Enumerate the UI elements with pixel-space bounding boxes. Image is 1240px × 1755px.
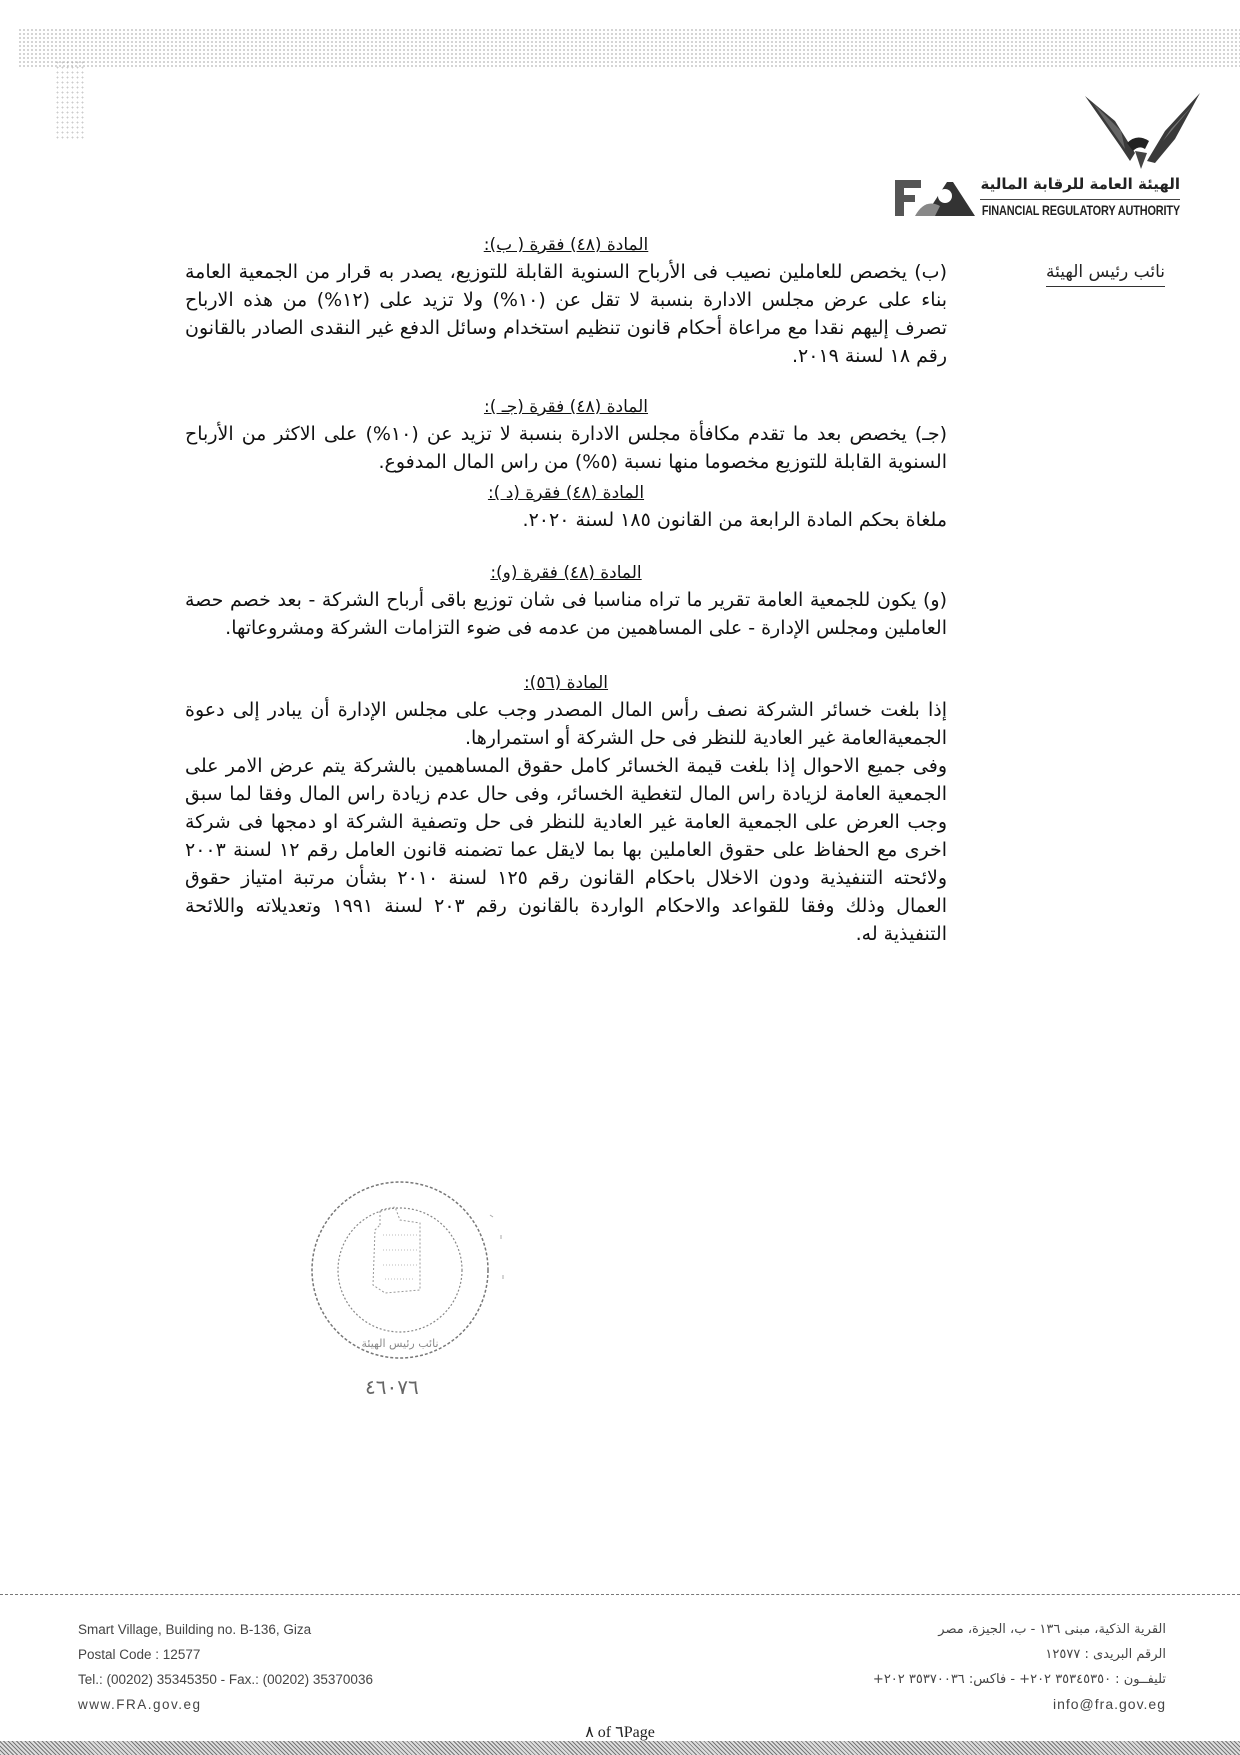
logo-english-name: FINANCIAL REGULATORY AUTHORITY bbox=[981, 202, 1180, 218]
section-title: المادة (٤٨) فقرة (جـ ): bbox=[483, 397, 649, 417]
section-paragraph: (ب) يخصص للعاملين نصيب فى الأرباح السنوية القابلة للتوزيع، يصدر به قرار من الجمعية العامة بناء على عرض مجلس الادارة بنسبة لا تقل عن (١٠%) ولا تزيد على (١٢%) من هذه الارباح تصرف إليهم نقدا مع مراعاة أحكام قانون تنظيم استخدام وسائل الدفع غير النقدى الصادر بالقانون رقم ١٨ لسنة ٢٠١٩. bbox=[185, 261, 948, 367]
footer-postal-code-ar: الرقم البريدى : ١٢٥٧٧ bbox=[1045, 1647, 1166, 1662]
footer-address: Smart Village, Building no. B-136, Giza bbox=[78, 1622, 312, 1637]
section-article-48-c bbox=[185, 394, 947, 476]
logo-divider bbox=[980, 199, 1180, 200]
section-paragraph: وفى جميع الاحوال إذا بلغت قيمة الخسائر كامل حقوق المساهمين بالشركة يتم عرض الامر على الجمعية العامة لزيادة راس المال لتغطية الخسائر، وفى حال عدم زيادة راس المال وفقا لما سبق وجب العرض على الجمعية العامة غير العادية للنظر فى حل وتصفية الشركة او دمجها فى شركة اخرى مع الحفاظ على حقوق العاملين بها بما لايقل عما تضمنه قانون العامل رقم ١٢ لسنة ٢٠٠٣ ولائحته التنفيذية ودون الاخلال باحكام القانون رقم ١٢٥ لسنة ٢٠١٠ بشأن مرتبة امتياز حقوق العمال وذلك وفقا للقواعد والاحكام الواردة بالقانون رقم ٢٠٣ لسنة ١٩٩١ وتعديلاته واللائحة التنفيذية له. bbox=[185, 755, 947, 945]
footer-email-link[interactable]: info@fra.gov.eg bbox=[1052, 1696, 1166, 1712]
fra-logo bbox=[880, 85, 1180, 220]
section-paragraph: ملغاة بحكم المادة الرابعة من القانون ١٨٥ لسنة ٢٠٢٠. bbox=[522, 509, 947, 531]
handwritten-number: ٤٦٠٧٦ bbox=[365, 1375, 419, 1399]
section-paragraph: (جـ) يخصص بعد ما تقدم مكافأة مجلس الادارة بنسبة لا تزيد عن (١٠%) على الاكثر من الأرباح السنوية القابلة للتوزيع مخصوما منها نسبة (٥%) من راس المال المدفوع. bbox=[185, 423, 947, 473]
document-body bbox=[185, 232, 947, 948]
logo-arabic-name: الهيئة العامة للرقابة المالية bbox=[980, 175, 1180, 193]
stamp-bottom-text: نائب رئيس الهيئة bbox=[361, 1337, 439, 1350]
scan-noise-band bbox=[18, 28, 1240, 68]
section-article-56 bbox=[185, 670, 947, 948]
footer-address-ar: القرية الذكية، مبنى ١٣٦ - ب، الجيزة، مصر bbox=[938, 1622, 1166, 1637]
footer-contact-arabic bbox=[873, 1617, 1166, 1717]
section-paragraph: إذا بلغت خسائر الشركة نصف رأس المال المصدر وجب على مجلس الإدارة أن يبادر إلى دعوة الجمعيةالعامة غير العادية للنظر فى حل الشركة أو استمرارها. bbox=[185, 699, 947, 749]
footer-phone-fax-ar: تليفــون : ٣٥٣٤٥٣٥٠ ٢٠٢+ - فاكس: ٣٥٣٧٠٠٣٦ ٢٠٢+ bbox=[872, 1672, 1166, 1687]
page-number: ٨ of ٦Page bbox=[585, 1724, 655, 1741]
footer-phone-fax: Tel.: (00202) 35345350 - Fax.: (00202) 35370036 bbox=[78, 1672, 373, 1687]
official-seal-stamp bbox=[305, 1175, 525, 1375]
section-article-48-d bbox=[185, 480, 947, 534]
section-title: المادة (٥٦): bbox=[523, 673, 609, 693]
section-article-48-b bbox=[185, 232, 947, 370]
section-article-48-f bbox=[185, 560, 947, 642]
footer-website-link[interactable]: www.FRA.gov.eg bbox=[78, 1697, 202, 1712]
footer-band bbox=[0, 1741, 1240, 1755]
footer-divider bbox=[0, 1594, 1240, 1595]
scan-noise-edge bbox=[55, 60, 85, 140]
falcon-icon bbox=[1075, 91, 1205, 181]
footer-postal-code: Postal Code : 12577 bbox=[78, 1647, 201, 1662]
section-title: المادة (٤٨) فقرة (د ): bbox=[487, 483, 645, 503]
section-title: المادة (٤٨) فقرة (و): bbox=[490, 563, 642, 583]
section-title: المادة (٤٨) فقرة ( ب): bbox=[483, 235, 649, 255]
footer-contact-english bbox=[78, 1617, 373, 1717]
fra-monogram-icon bbox=[895, 178, 975, 218]
section-paragraph: (و) يكون للجمعية العامة تقرير ما تراه مناسبا فى شان توزيع باقى أرباح الشركة - بعد خصم حصة العاملين ومجلس الإدارة - على المساهمين من عدمه فى ضوء التزامات الشركة ومشروعاتها. bbox=[185, 589, 947, 639]
side-note-vice-chairman: نائب رئيس الهيئة bbox=[1046, 262, 1165, 287]
